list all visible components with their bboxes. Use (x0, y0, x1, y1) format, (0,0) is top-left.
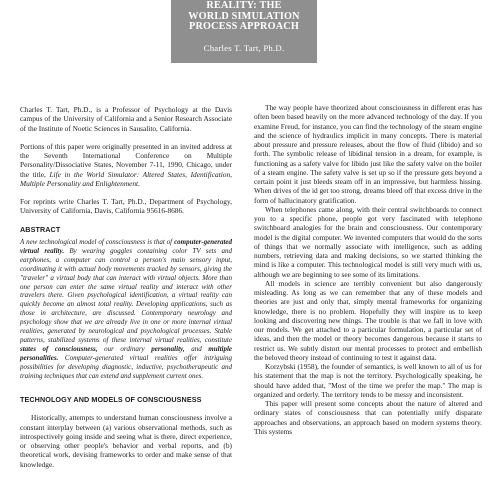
abstract-text-2: By wearing goggles containing color TV sets and earphones, a computer can control a person's main sensory input, coordinating it with actual body movements tracked by sensors, giving the "traveler" a virtual body that can interact with virtual objects. More than one person can enter the same virtual reality and interact with other travelers there. Given psychological identification, a virtual reality can quickly become an almost total reality. Developing applications, such as those in architecture, are discussed. Contemporary neurology and psychology show that we are already live in one or more internal virtual realities, generated by neurological and psychological processes. Stable patterns, stabilized systems of these internal virtual realities, constitute (20, 246, 232, 345)
presentation-note (20, 142, 232, 188)
abstract-bold-4: multiple personalities. (20, 345, 233, 363)
presentation-note-text: Portions of this paper were originally presented in an invited address at the Seventh International Conference on Multiple Personality/Dissociative States, November 7-11, 1990, Chicago, under the title, (20, 141, 232, 179)
title-line-3: PROCESS APPROACH (189, 21, 299, 32)
body-paragraph-2: When telephones came along, with their central switchboards to connect you to a specific phone, people got very fascinated with telephone switchboard analogies for the brain and consciousness. Our contemporary model is the digital computer. We invented computers that would do the sorts of things that we normally associate with intelligence, such as adding numbers, retrieving data and making decisions, so we started thinking the mind is like a computer. This technological model is still very much with us, although we are beginning to see some of its limitations. (254, 204, 482, 279)
reprints-note: For reprints write Charles T. Tart, Ph.D., Department of Psychology, University of California, Davis, California 95616-8686. (20, 197, 232, 216)
abstract-bold-2: states of consciousness, (20, 345, 98, 354)
section-paragraph: Historically, attempts to understand human consciousness involve a constant interplay between (a) various observational methods, such as introspectively going inside and seeing what is there, direct experience, or observing other people's behavior and verbal reports, and (b) theoretical work, devising frameworks to order and make sense of that knowledge. (20, 413, 232, 469)
author-bio: Charles T. Tart, Ph.D., is a Professor of Psychology at the Davis campus of the University of California and a Senior Research Associate of the Institute of Noetic Sciences in Sausalito, California. (20, 105, 232, 133)
section-heading: TECHNOLOGY AND MODELS OF CONSCIOUSNESS (20, 395, 202, 404)
abstract-text-4: and (184, 345, 209, 354)
title-line-1: REALITY: THE (206, 0, 282, 11)
abstract-body (20, 238, 232, 381)
right-column (254, 103, 482, 436)
abstract-text-1: A new technological model of consciousness is that of (20, 237, 175, 246)
abstract-heading: ABSTRACT (20, 224, 61, 234)
presentation-title: Life in the World Simulator: Altered States, Identification, Multiple Personality and Enlightenment. (20, 169, 232, 188)
left-column (20, 105, 232, 469)
author-name: Charles T. Tart, Ph.D. (203, 42, 285, 53)
title-banner (171, 0, 317, 63)
abstract-bold-1: computer-generated virtual reality. (20, 237, 232, 255)
body-paragraph-1: The way people have theorized about consciousness in different eras has often been based heavily on the more advanced technology of the day. If you examine Freud, for instance, you can find the technology of the steam engine and the science of hydraulics implicit in many concepts. There is material about pressure and pressure releases, about the flow of fluid (libido) and so forth. The symbolic release of libidinal tension in a dream, for example, is functioning as a safety valve for libido just like the safety valve on the boiler of a steam engine. The safety valve is set up so if the pressure gets beyond a certain point it just bleeds steam off in an impressive, but harmless hissing. When drives of the id get too strong, dreams bleed off that excess drive in the form of hallucinatory gratification. (254, 103, 482, 205)
title-line-2: WORLD SIMULATION (188, 10, 300, 22)
abstract-bold-3: personality, (151, 345, 185, 354)
body-paragraph-5: This paper will present some concepts about the nature of altered and ordinary states of consciousness that can potentially unify disparate approaches and observations, an approach based on modern systems theory. This systems (254, 399, 482, 436)
body-paragraph-3: All models in science are terribly convenient but also dangerously misleading. As long as we can remember that any of these models and theories are just and only that, simply mental frameworks for organizing knowledge, there is no problem. Hopefully they will inspire us to keep looking and discovering new things. The trouble is that we fall in love with our models. We get attached to a particular formulation, a particular set of ideas, and then the model or theory becomes dangerous because it starts to restrict us. We subtly distort our mental processes to protect and embellish the beloved theory instead of continuing to test it against data. (254, 278, 482, 362)
abstract-text-3: our ordinary (97, 345, 152, 354)
body-paragraph-4: Korzybski (1958), the founder of semantics, is well known to all of us for his statement that the map is not the territory. Psychologically speaking, he should have added that, "Most of the time we prefer the map." The map is organized and orderly. The territory tends to be messy and inconsistent. (254, 362, 482, 399)
abstract-text-5: Computer-generated virtual realities offer intriguing possibilities for developing diagnostic, inductive, psychotherapeutic and training techniques that can extend and supplement current ones. (20, 354, 232, 381)
